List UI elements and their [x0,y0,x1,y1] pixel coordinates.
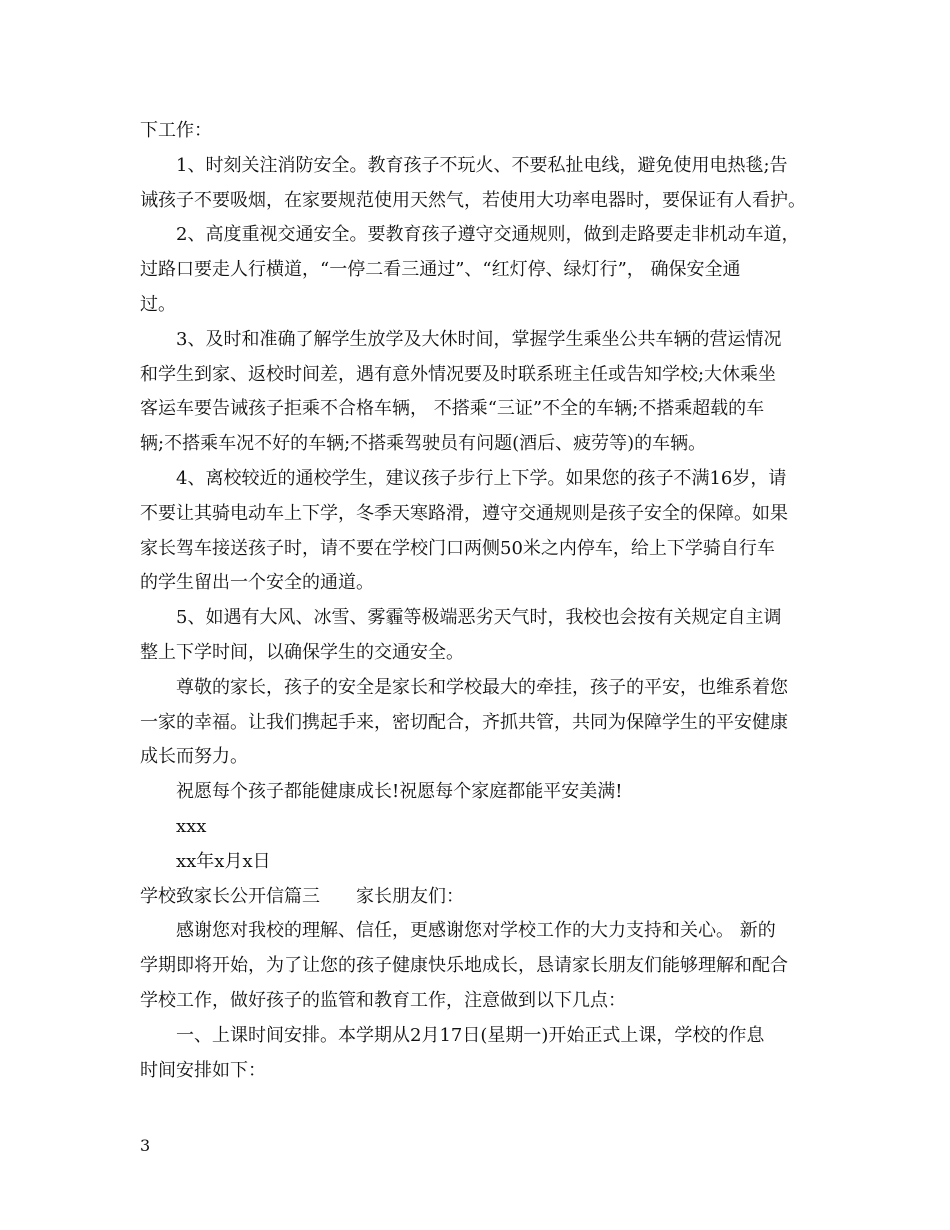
text-line: 学校工作，做好孩子的监管和教育工作，注意做到以下几点： [140,990,626,1011]
text-line: 1、时刻关注消防安全。教育孩子不玩火、不要私扯电线，避免使用电热毯;告 [176,154,788,176]
text-line: 过。 [140,294,176,315]
text-line: xxx [176,816,207,837]
text-line: 不要让其骑电动车上下学，冬季天寒路滑，遵守交通规则是孩子安全的保障。如果 [140,502,788,524]
text-line: xx年x月x日 [176,850,271,872]
text-line: 一家的幸福。让我们携起手来，密切配合，齐抓共管，共同为保障学生的平安健康 [140,711,788,733]
text-line: 整上下学时间，以确保学生的交通安全。 [140,642,464,663]
text-line: 客运车要告诫孩子拒乘不合格车辆， 不搭乘“三证”不全的车辆;不搭乘超载的车 [140,398,765,420]
text-line: 和学生到家、返校时间差，遇有意外情况要及时联系班主任或告知学校;大休乘坐 [140,363,777,385]
text-line: 诫孩子不要吸烟，在家要规范使用天然气，若使用大功率电器时，要保证有人看护。 [140,189,806,211]
text-line: 时间安排如下： [140,1059,266,1081]
text-line: 辆;不搭乘车况不好的车辆;不搭乘驾驶员有问题(酒后、疲劳等)的车辆。 [140,433,707,455]
text-line: 5、如遇有大风、冰雪、雾霾等极端恶劣天气时，我校也会按有关规定自主调 [176,607,782,629]
text-line: 学校致家长公开信篇三 家长朋友们： [140,885,464,907]
text-line: 一、上课时间安排。本学期从2月17日(星期一)开始正式上课，学校的作息 [176,1024,765,1046]
text-line: 祝愿每个孩子都能健康成长!祝愿每个家庭都能平安美满! [176,781,623,803]
page-number: 3 [140,1136,151,1155]
text-line: 4、离校较近的通校学生，建议孩子步行上下学。如果您的孩子不满16岁，请 [176,468,787,489]
text-line: 成长而努力。 [140,746,248,768]
text-line: 学期即将开始，为了让您的孩子健康快乐地成长，恳请家长朋友们能够理解和配合 [140,955,788,977]
text-line: 3、及时和准确了解学生放学及大休时间，掌握学生乘坐公共车辆的营运情况 [176,328,782,350]
text-line: 尊敬的家长，孩子的安全是家长和学校最大的牵挂，孩子的平安，也维系着您 [176,676,788,698]
text-line: 2、高度重视交通安全。要教育孩子遵守交通规则，做到走路要走非机动车道， [176,224,800,246]
text-line: 过路口要走人行横道，“一停二看三通过”、“红灯停、绿灯行”， 确保安全通 [140,259,741,281]
text-line: 下工作： [140,120,212,141]
text-line: 家长驾车接送孩子时，请不要在学校门口两侧50米之内停车，给上下学骑自行车 [140,537,775,559]
text-line: 感谢您对我校的理解、信任，更感谢您对学校工作的大力支持和关心。 新的 [176,920,776,942]
text-line: 的学生留出一个安全的通道。 [140,572,374,594]
